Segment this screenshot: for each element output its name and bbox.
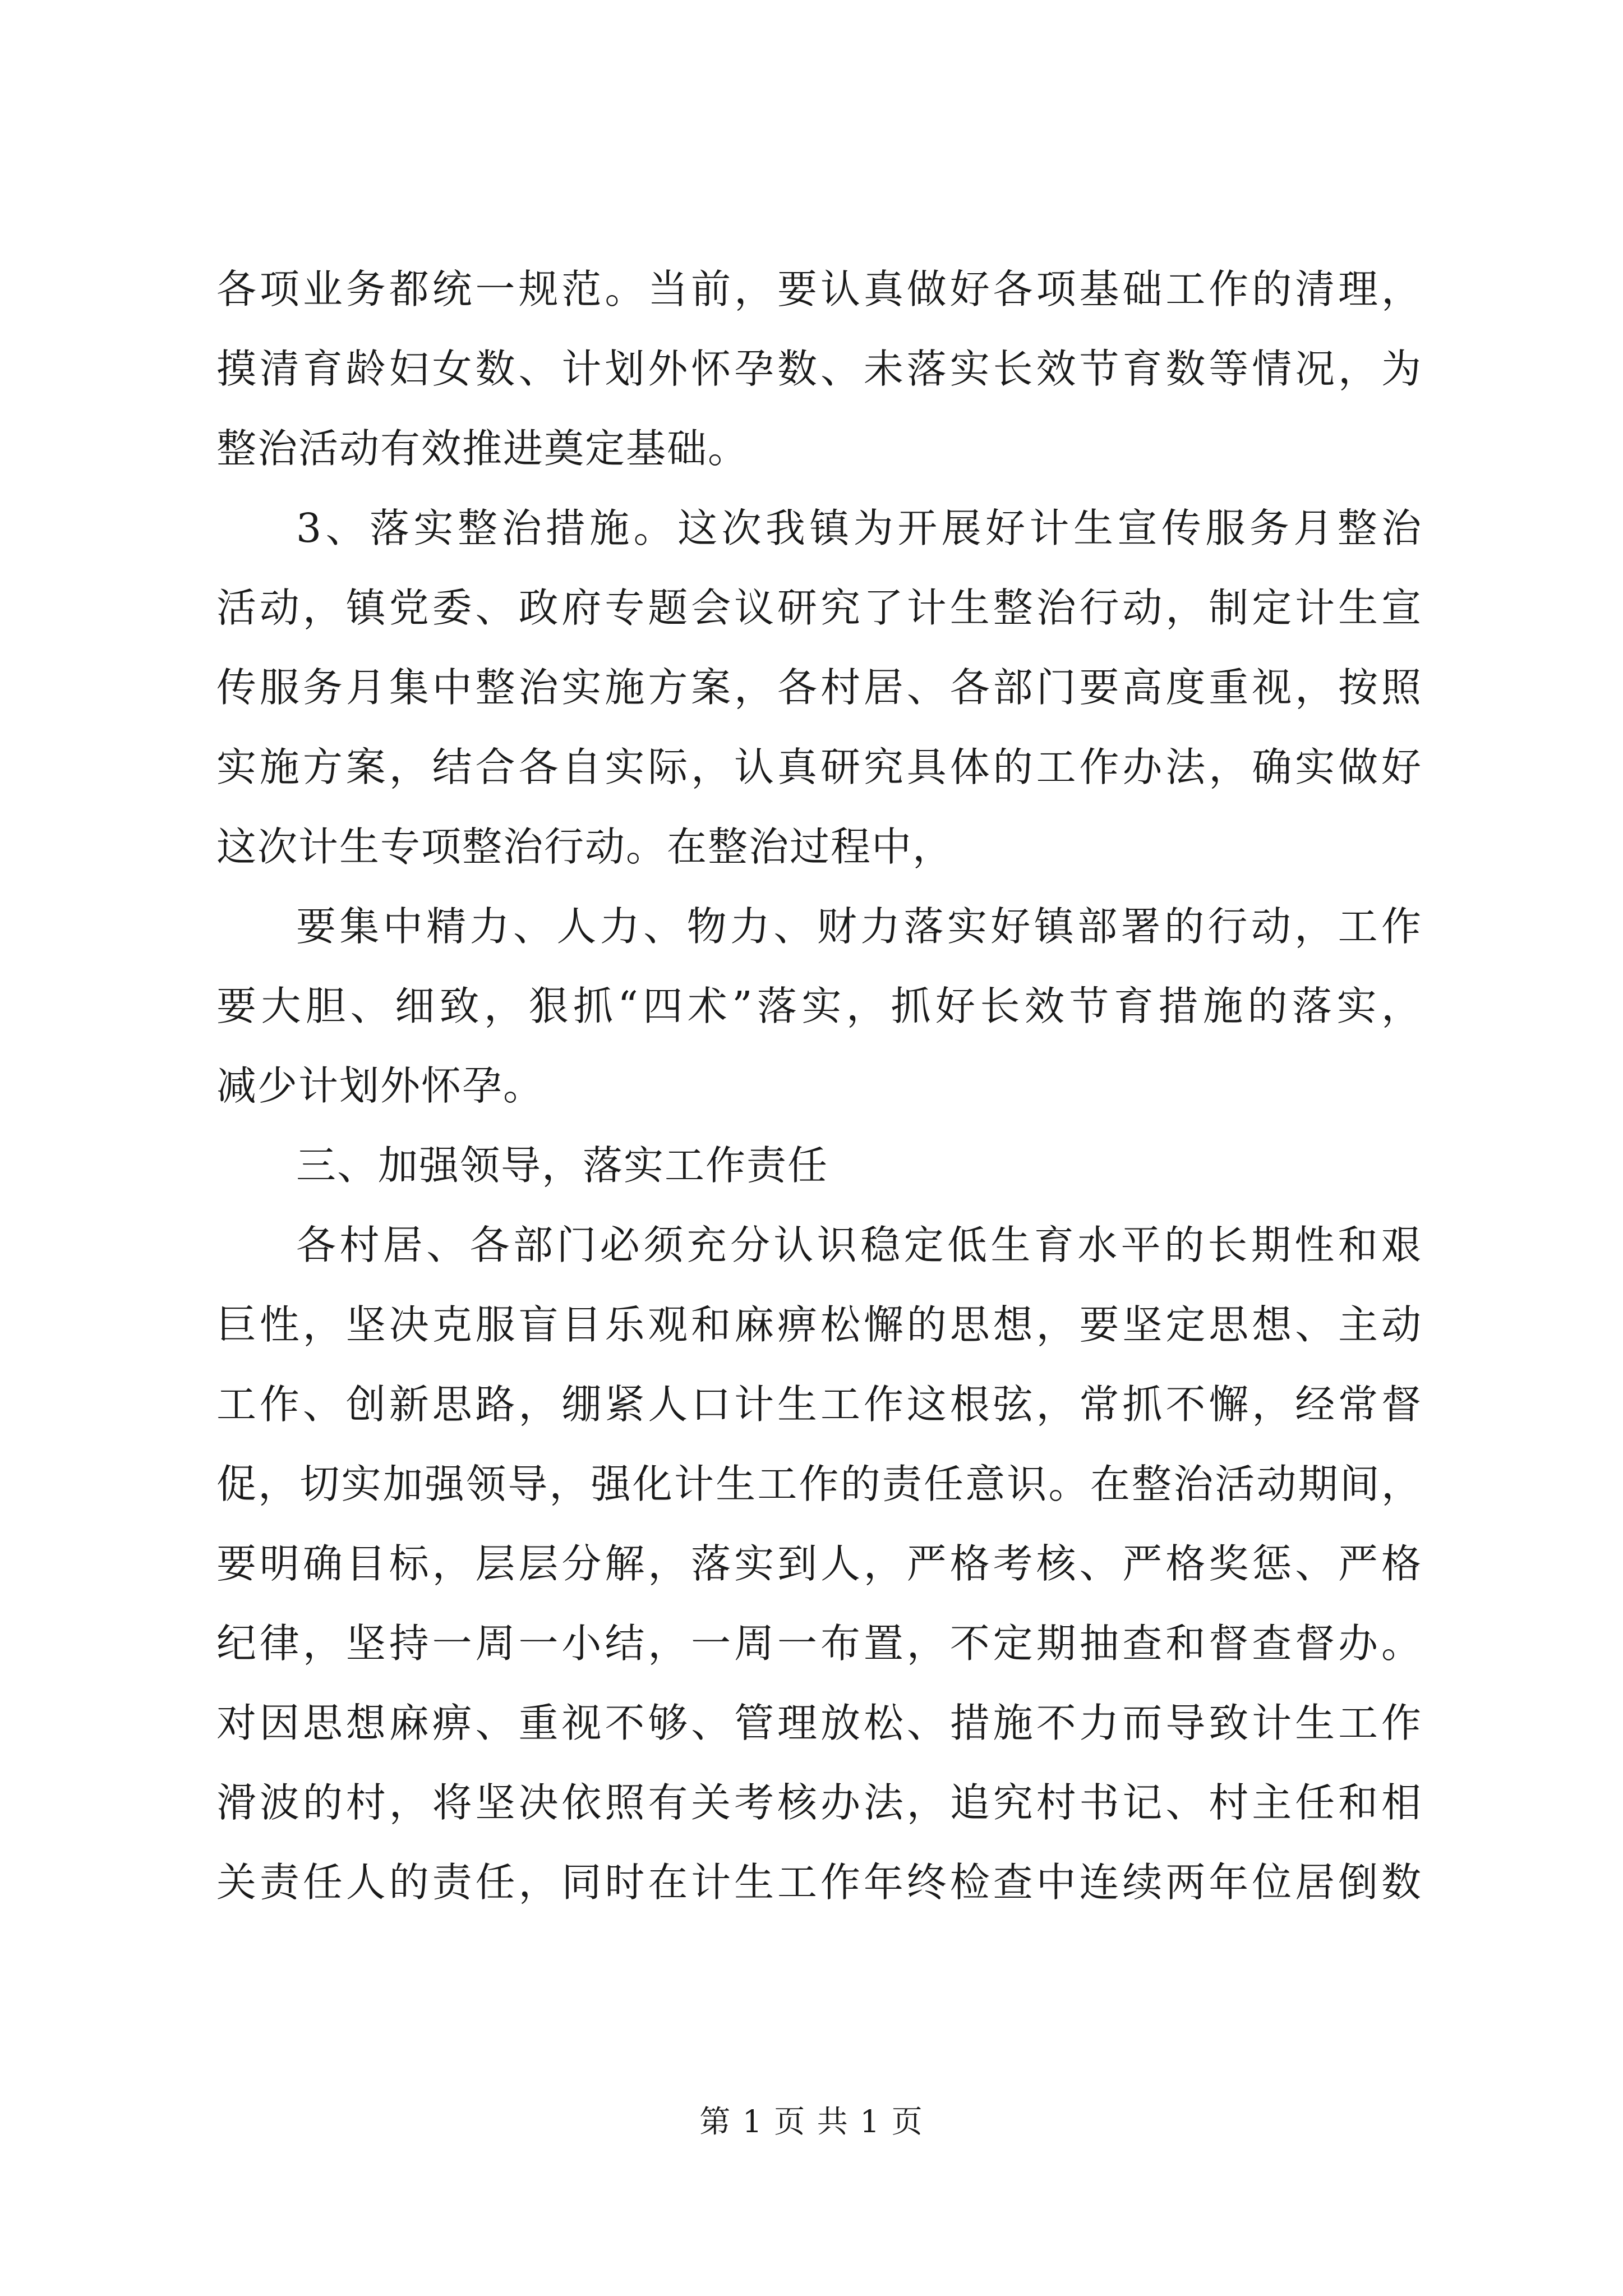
text-line: 传服务月集中整治实施方案，各村居、各部门要高度重视，按照 [216,664,1422,711]
text-line: 工作、创新思路，绷紧人口计生工作这根弦，常抓不懈，经常督 [216,1381,1422,1428]
document-body [216,250,1422,1922]
text-line: 促，切实加强领导，强化计生工作的责任意识。在整治活动期间， [216,1461,1422,1507]
text-line: 要明确目标，层层分解，落实到人，严格考核、严格奖惩、严格 [216,1540,1422,1587]
text-line: 活动，镇党委、政府专题会议研究了计生整治行动，制定计生宣 [216,585,1422,631]
text-line: 这次计生专项整治行动。在整治过程中， [216,823,954,870]
text-line: 减少计划外怀孕。 [216,1062,545,1109]
text-line: 各村居、各部门必须充分认识稳定低生育水平的长期性和艰 [296,1222,1422,1268]
text-line: 整治活动有效推进奠定基础。 [216,425,749,472]
text-line: 各项业务都统一规范。当前，要认真做好各项基础工作的清理， [216,266,1422,312]
text-line: 实施方案，结合各自实际，认真研究具体的工作办法，确实做好 [216,744,1422,790]
page-number-footer: 第 1 页 共 1 页 [699,2104,924,2139]
text-line: 要集中精力、人力、物力、财力落实好镇部署的行动，工作 [296,903,1422,950]
text-line: 纪律，坚持一周一小结，一周一布置，不定期抽查和督查督办。 [216,1620,1422,1667]
text-line: 摸清育龄妇女数、计划外怀孕数、未落实长效节育数等情况，为 [216,346,1422,392]
text-line: 要大胆、细致，狠抓“四术”落实，抓好长效节育措施的落实， [216,983,1422,1029]
section-heading: 三、加强领导，落实工作责任 [296,1142,829,1189]
text-line: 滑波的村，将坚决依照有关考核办法，追究村书记、村主任和相 [216,1779,1422,1826]
text-line: 关责任人的责任，同时在计生工作年终检查中连续两年位居倒数 [216,1859,1422,1906]
text-line: 巨性，坚决克服盲目乐观和麻痹松懈的思想，要坚定思想、主动 [216,1301,1422,1348]
text-line: 对因思想麻痹、重视不够、管理放松、措施不力而导致计生工作 [216,1700,1422,1746]
text-line: 3、落实整治措施。这次我镇为开展好计生宣传服务月整治 [296,505,1422,551]
